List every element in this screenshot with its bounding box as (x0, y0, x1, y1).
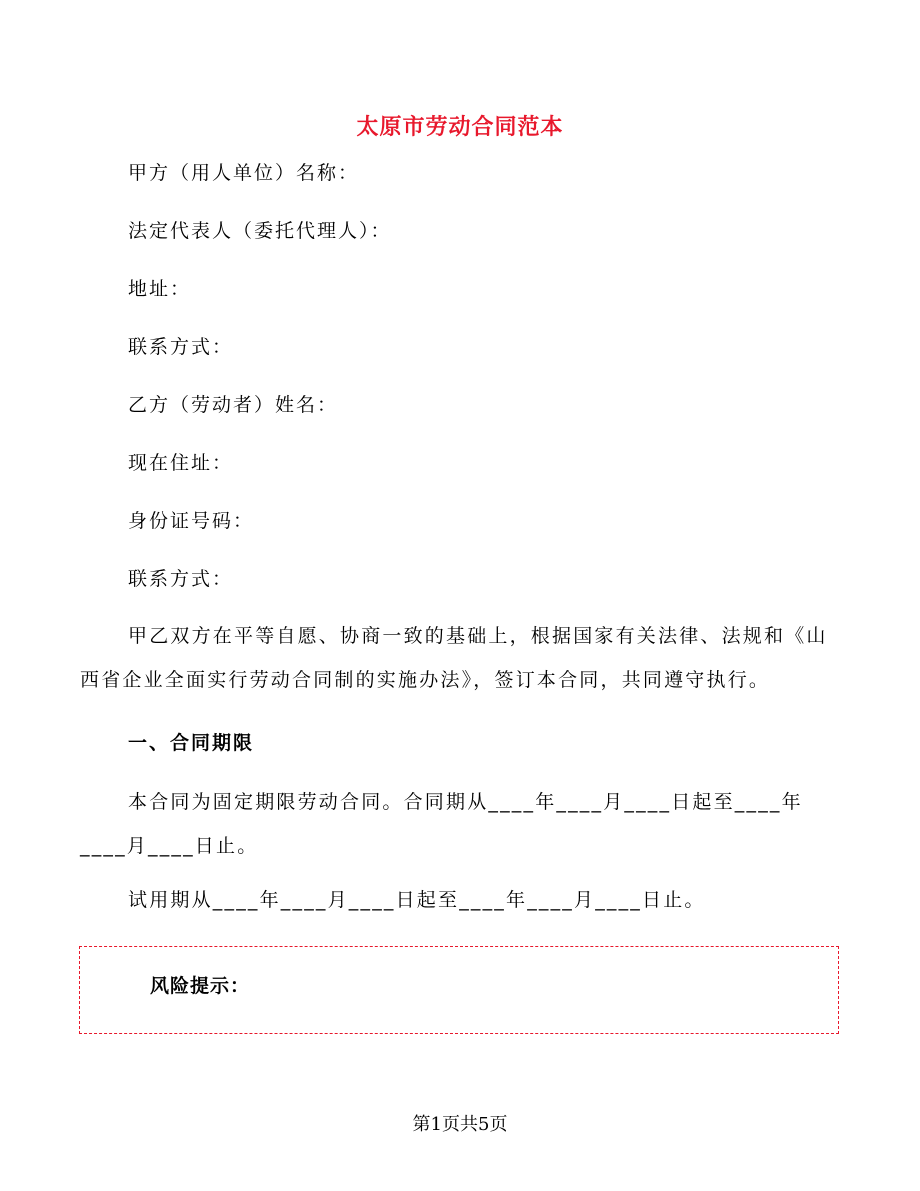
risk-notice-box (79, 946, 839, 1034)
field-employee-id-number: 身份证号码： (128, 510, 255, 532)
field-legal-representative: 法定代表人（委托代理人）： (128, 220, 392, 242)
risk-notice-label: 风险提示： (150, 975, 251, 997)
field-employer-address: 地址： (128, 278, 192, 300)
field-employee-contact: 联系方式： (128, 568, 234, 590)
field-employee-address: 现在住址： (128, 452, 234, 474)
probation-paragraph: 试用期从____年____月____日起至____年____月____日止。 (128, 889, 706, 911)
section-heading-contract-term: 一、合同期限 (128, 732, 255, 754)
document-title: 太原市劳动合同范本 (356, 114, 564, 140)
contract-term-paragraph: 本合同为固定期限劳动合同。合同期从____年____月____日起至____年____月____日止。 (80, 791, 803, 857)
field-employee-name: 乙方（劳动者）姓名： (128, 394, 339, 416)
field-employer-name: 甲方（用人单位）名称： (128, 162, 360, 184)
preamble-paragraph: 甲乙双方在平等自愿、协商一致的基础上，根据国家有关法律、法规和《山西省企业全面实行劳动合同制的实施办法》，签订本合同，共同遵守执行。 (80, 625, 828, 691)
page-indicator: 第1页共5页 (412, 1114, 508, 1135)
field-employer-contact: 联系方式： (128, 336, 234, 358)
